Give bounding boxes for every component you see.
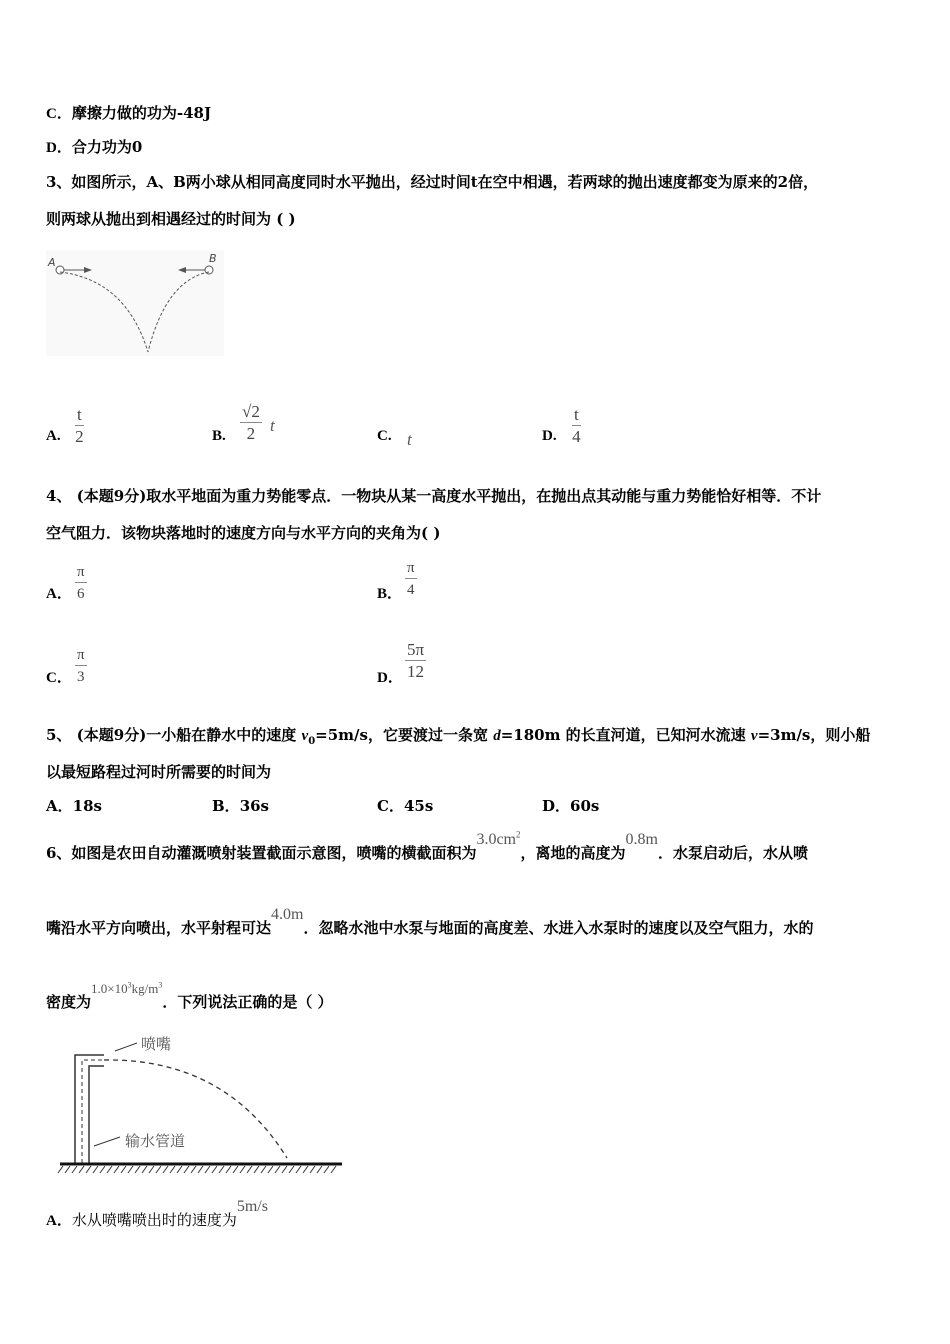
q3-option-d[interactable] <box>542 426 557 445</box>
q3-option-b-value <box>240 402 262 445</box>
text: 密度为 <box>46 993 92 1011</box>
density-value <box>91 981 162 996</box>
hatch-mark <box>86 1166 91 1173</box>
denominator: 4 <box>572 427 581 446</box>
hatch-mark <box>191 1166 196 1173</box>
hatch-mark <box>268 1166 273 1173</box>
density: 1.0×10 <box>91 981 128 996</box>
pipe-label: 输水管道 <box>125 1132 186 1150</box>
var-v0: v <box>301 728 309 744</box>
option-label: B. <box>212 428 226 444</box>
hatch-mark <box>324 1166 329 1173</box>
q2-option-d <box>46 136 142 157</box>
height-value: 0.8m <box>625 831 658 848</box>
hatch-mark <box>226 1166 231 1173</box>
range-value: 4.0m <box>271 906 304 923</box>
option-label: D． <box>542 797 571 815</box>
option-text: 45s <box>403 797 434 815</box>
option-label: D. <box>542 428 557 444</box>
hatch-mark <box>310 1166 315 1173</box>
area: 3.0cm <box>476 831 516 848</box>
hatch-mark <box>58 1166 63 1173</box>
q6-stem-line1 <box>46 829 808 863</box>
subscript: 0 <box>308 736 316 747</box>
option-value: 5m/s <box>236 1198 268 1215</box>
q4-option-a[interactable] <box>46 582 72 603</box>
hatch-mark <box>233 1166 238 1173</box>
text: =180m 的长直河道，已知河水流速 <box>500 726 751 744</box>
hatch-mark <box>331 1166 336 1173</box>
q3-option-b[interactable] <box>212 426 226 445</box>
text: ．水泵启动后，水从喷 <box>657 844 808 862</box>
denominator: 4 <box>407 582 415 598</box>
text: =5m/s，它要渡过一条宽 <box>315 726 494 744</box>
option-label: A. <box>46 428 61 444</box>
option-label: B． <box>377 586 403 602</box>
text: 5、 (本题9分)一小船在静水中的速度 <box>46 726 302 744</box>
q2-option-c <box>46 102 211 123</box>
pipe-inner-wall <box>89 1066 104 1163</box>
q5-option-a[interactable] <box>46 795 102 816</box>
area-value <box>476 831 520 848</box>
var-v: v <box>750 728 758 744</box>
option-label: A． <box>46 586 72 602</box>
hatch-mark <box>317 1166 322 1173</box>
option-label: C． <box>46 670 72 686</box>
hatch-mark <box>275 1166 280 1173</box>
hatch-mark <box>107 1166 112 1173</box>
hatch-mark <box>296 1166 301 1173</box>
pipe-pointer <box>94 1137 120 1146</box>
hatch-mark <box>93 1166 98 1173</box>
hatch-mark <box>114 1166 119 1173</box>
numerator: π <box>75 562 87 583</box>
q4-option-b[interactable] <box>377 582 402 603</box>
hatch-mark <box>149 1166 154 1173</box>
q5-option-d[interactable] <box>542 795 599 816</box>
q4-option-d[interactable] <box>377 666 403 687</box>
hatch-mark <box>128 1166 133 1173</box>
q4-option-c[interactable] <box>46 666 72 687</box>
hatch-mark <box>170 1166 175 1173</box>
q3-option-d-value <box>572 405 581 448</box>
text: 嘴沿水平方向喷出，水平射程可达 <box>46 919 272 937</box>
denominator: 6 <box>77 586 85 602</box>
hatch-mark <box>135 1166 140 1173</box>
hatch-mark <box>72 1166 77 1173</box>
hatch-mark <box>121 1166 126 1173</box>
option-label: C． <box>377 797 404 815</box>
denominator: 2 <box>75 427 84 446</box>
label-a: A <box>48 256 56 269</box>
option-text: 36s <box>239 797 270 815</box>
var-d: d <box>493 728 501 744</box>
numerator: t <box>77 405 82 424</box>
q6-stem-line2 <box>46 906 814 938</box>
hatch-mark <box>184 1166 189 1173</box>
q3-stem-line2: 则两球从抛出到相遇经过的时间为 ( ) <box>46 210 296 228</box>
q4-option-c-value <box>75 645 87 688</box>
hatch-mark <box>240 1166 245 1173</box>
hatch-mark <box>142 1166 147 1173</box>
q3-stem-line1: 3、如图所示，A、B两小球从相同高度同时水平抛出，经过时间t在空中相遇，若两球的抛出速度都变为原来的2倍， <box>46 173 819 191</box>
exponent: 3 <box>127 980 132 990</box>
nozzle-label: 喷嘴 <box>141 1035 172 1053</box>
hatch-mark <box>282 1166 287 1173</box>
option-text: 60s <box>570 797 600 815</box>
q6-option-a[interactable] <box>46 1198 268 1230</box>
option-text: 合力功为0 <box>71 138 143 156</box>
hatch-mark <box>205 1166 210 1173</box>
option-label: D． <box>377 670 403 686</box>
numerator: π <box>75 645 87 666</box>
option-label: A． <box>46 1213 72 1229</box>
hatch-mark <box>198 1166 203 1173</box>
hatch-mark <box>219 1166 224 1173</box>
hatch-mark <box>289 1166 294 1173</box>
q4-option-d-value <box>405 640 426 683</box>
text: ，离地的高度为 <box>520 844 626 862</box>
hatch-mark <box>65 1166 70 1173</box>
denominator: 2 <box>246 424 256 443</box>
hatch-mark <box>247 1166 252 1173</box>
numerator: π <box>405 558 417 579</box>
q5-option-b[interactable] <box>212 795 269 816</box>
q4-stem-line1: 4、 (本题9分)取水平地面为重力势能零点．一物块从某一高度水平抛出，在抛出点其动能与重力势能恰好相等．不计 <box>46 487 822 505</box>
text: ．忽略水池中水泵与地面的高度差、水进入水泵时的速度以及空气阻力，水的 <box>303 919 814 937</box>
unit: kg/m <box>131 981 159 996</box>
text: =3m/s，则小船 <box>757 726 871 744</box>
hatch-mark <box>100 1166 105 1173</box>
hatch-mark <box>156 1166 161 1173</box>
option-label: C. <box>377 428 392 444</box>
figure-background <box>46 250 224 356</box>
exponent: 2 <box>516 829 521 840</box>
hatch-mark <box>303 1166 308 1173</box>
q3-figure <box>46 250 226 360</box>
q3-option-b-suffix: t <box>270 416 275 435</box>
option-label: A． <box>46 797 73 815</box>
hatch-mark <box>261 1166 266 1173</box>
hatch-mark <box>163 1166 168 1173</box>
q5-option-c[interactable] <box>377 795 433 816</box>
denominator: 12 <box>407 662 425 681</box>
option-label: B． <box>212 797 240 815</box>
option-label: D． <box>46 140 72 156</box>
nozzle-pointer <box>115 1043 137 1051</box>
q3-option-c[interactable] <box>377 426 392 445</box>
q4-option-a-value <box>75 562 87 605</box>
option-label: C． <box>46 106 72 122</box>
option-text: 18s <box>72 797 102 815</box>
hatch-mark <box>254 1166 259 1173</box>
option-text: 水从喷嘴喷出时的速度为 <box>71 1211 237 1229</box>
ground-hatching <box>58 1166 336 1173</box>
hatch-mark <box>177 1166 182 1173</box>
water-flow <box>82 1060 104 1163</box>
q5-stem-line2: 以最短路程过河时所需要的时间为 <box>46 763 272 781</box>
q4-stem-line2: 空气阻力．该物块落地时的速度方向与水平方向的夹角为( ) <box>46 524 441 542</box>
q5-stem-line1 <box>46 724 870 747</box>
numerator: √2 <box>242 402 260 421</box>
denominator: 3 <box>77 669 85 685</box>
label-b: B <box>209 252 217 265</box>
option-text: 摩擦力做的功为-48J <box>71 104 212 122</box>
q6-figure <box>55 1030 355 1175</box>
hatch-mark <box>212 1166 217 1173</box>
q3-option-a[interactable] <box>46 426 61 445</box>
q3-option-c-value: t <box>407 430 412 449</box>
q4-option-b-value <box>405 558 417 601</box>
hatch-mark <box>79 1166 84 1173</box>
text: 6、如图是农田自动灌溉喷射装置截面示意图，喷嘴的横截面积为 <box>46 844 477 862</box>
numerator: 5π <box>407 640 425 659</box>
text: ．下列说法正确的是（ ） <box>162 993 333 1011</box>
numerator: t <box>574 405 579 424</box>
exponent: 3 <box>158 980 163 990</box>
q3-option-a-value <box>75 405 84 448</box>
